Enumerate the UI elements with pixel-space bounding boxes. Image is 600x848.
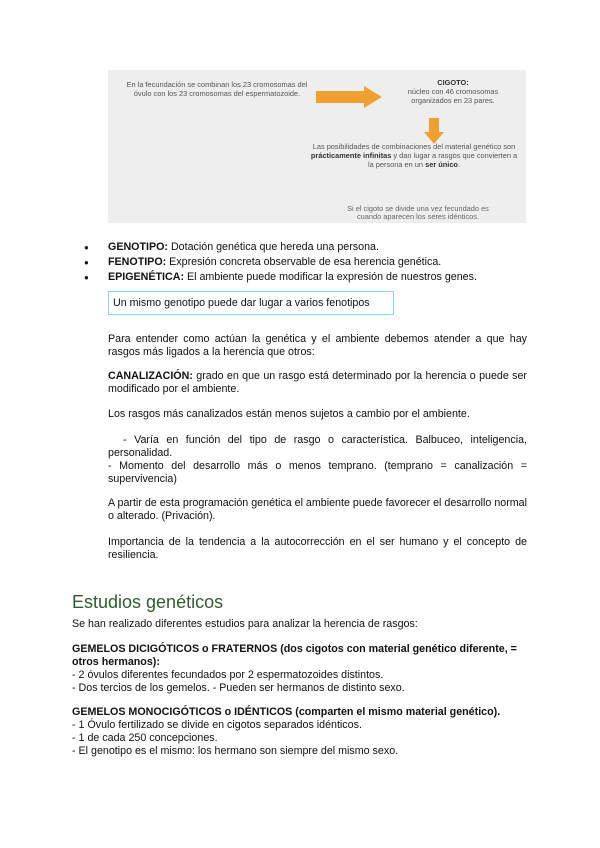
paragraph-varia: - Varía en función del tipo de rasgo o característica. Balbuceo, inteligencia, personalidad. bbox=[108, 434, 530, 459]
diagram-bottom-text: Si el cigoto se divide una vez fecundado es cuando aparecen los seres idénticos. bbox=[347, 205, 489, 221]
monocigoticos-title: GEMELOS MONOCIGÓTICOS o IDÉNTICOS (comparten el mismo material genético). bbox=[72, 706, 501, 718]
list-item: ● FENOTIPO: Expresión concreta observable de esa herencia genética. bbox=[84, 255, 544, 270]
arrow-right-icon bbox=[316, 86, 382, 108]
definitions-list bbox=[84, 240, 544, 285]
section-intro: Se han realizado diferentes estudios para analizar la herencia de rasgos: bbox=[72, 618, 418, 630]
diagram-cigoto bbox=[388, 78, 518, 105]
section-heading: Estudios genéticos bbox=[72, 592, 224, 612]
diagram-left-text: En la fecundación se combinan los 23 cromosomas del óvulo con los 23 cromosomas del espermatozoide. bbox=[126, 80, 308, 98]
cigoto-text: núcleo con 46 cromosomas organizados en 23 pares. bbox=[407, 87, 499, 105]
fertilization-diagram bbox=[108, 70, 526, 223]
dicigoticos-line-2: - Dos tercios de los gemelos. - Pueden ser hermanos de distinto sexo. bbox=[72, 682, 405, 694]
cigoto-title: CIGOTO: bbox=[437, 78, 469, 87]
list-item: ● GENOTIPO: Dotación genética que hereda una persona. bbox=[84, 240, 544, 255]
list-item: ● EPIGENÉTICA: El ambiente puede modificar la expresión de nuestros genes. bbox=[84, 270, 544, 285]
monocigoticos-line-1: - 1 Óvulo fertilizado se divide en cigotos separados idénticos. bbox=[72, 719, 362, 731]
diagram-combinations: Las posibilidades de combinaciones del material genético son prácticamente infinitas y dan lugar a rasgos que convierten a la persona en un ser único. bbox=[310, 142, 518, 169]
boxed-note: Un mismo genotipo puede dar lugar a varios fenotipos bbox=[108, 291, 394, 315]
dicigoticos-title: GEMELOS DICIGÓTICOS o FRATERNOS (dos cigotos con material genético diferente, = otros hermanos): bbox=[72, 643, 517, 668]
monocigoticos-line-2: - 1 de cada 250 concepciones. bbox=[72, 732, 218, 744]
paragraph-momento: - Momento del desarrollo más o menos temprano. (temprano = canalización = supervivencia) bbox=[108, 460, 527, 485]
paragraph-resiliencia: Importancia de la tendencia a la autocorrección en el ser humano y el concepto de resiliencia. bbox=[108, 536, 527, 561]
monocigoticos-line-3: - El genotipo es el mismo: los hermano son siempre del mismo sexo. bbox=[72, 745, 399, 757]
paragraph-canalizacion: CANALIZACIÓN: grado en que un rasgo está determinado por la herencia o puede ser modificado por el ambiente. bbox=[108, 370, 527, 395]
dicigoticos-line-1: - 2 óvulos diferentes fecundados por 2 espermatozoides distintos. bbox=[72, 669, 384, 681]
arrow-down-icon bbox=[424, 118, 444, 144]
paragraph-intro: Para entender como actúan la genética y el ambiente debemos atender a que hay rasgos más ligados a la herencia que otros: bbox=[108, 333, 527, 358]
paragraph-programacion: A partir de esta programación genética el ambiente puede favorecer el desarrollo normal o alterado. (Privación). bbox=[108, 497, 527, 522]
paragraph-canalizados: Los rasgos más canalizados están menos sujetos a cambio por el ambiente. bbox=[108, 408, 470, 420]
